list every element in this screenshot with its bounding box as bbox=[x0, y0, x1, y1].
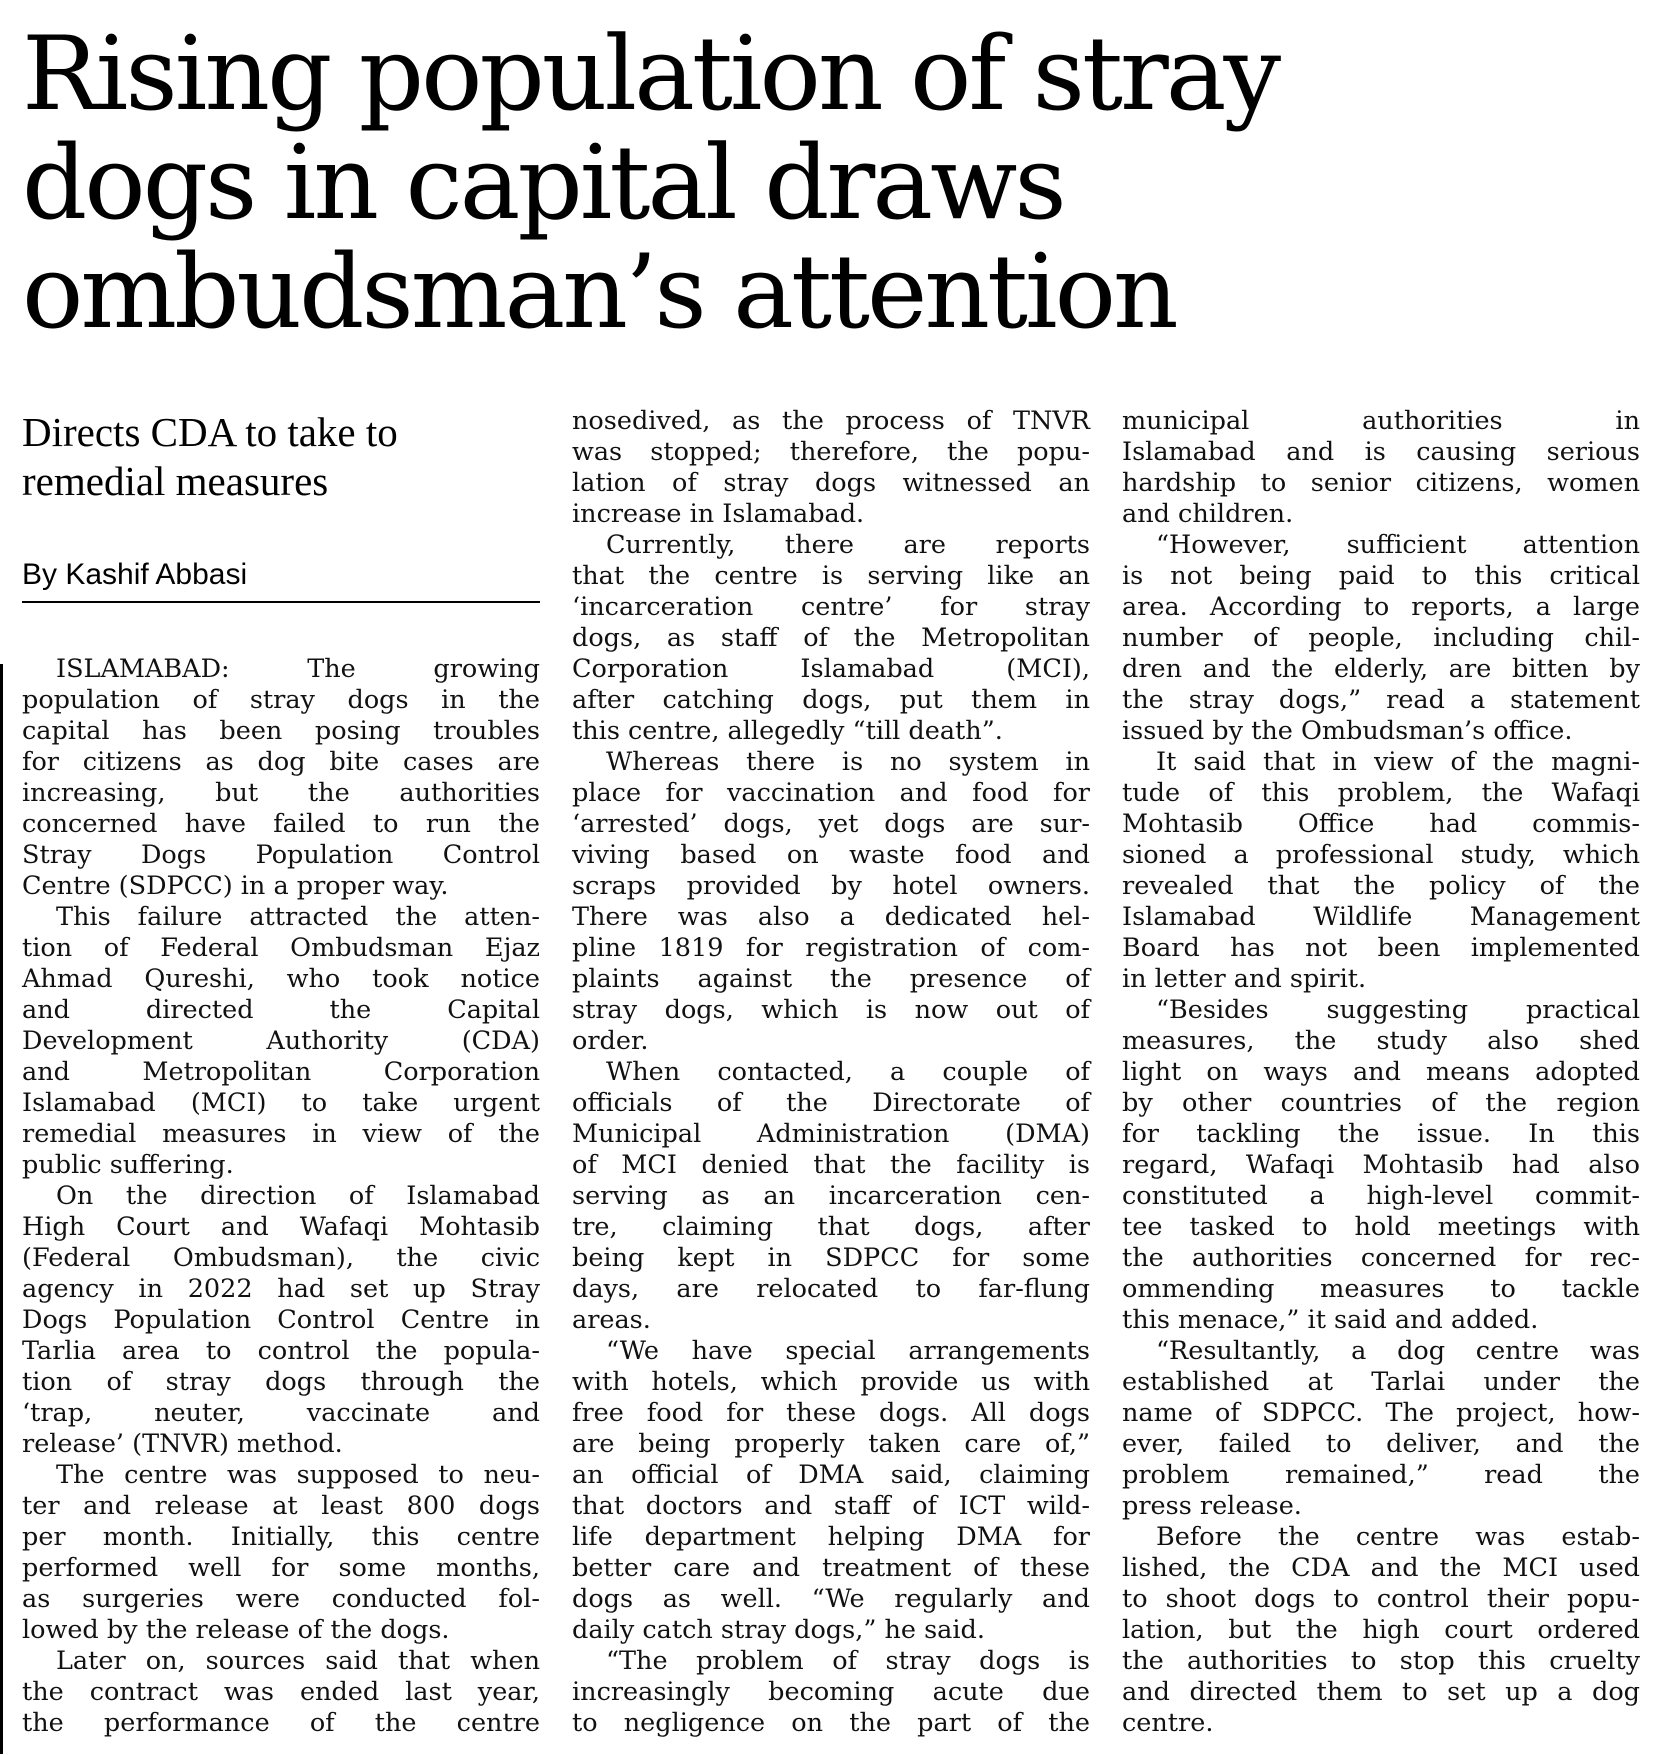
article-line: Board has not been implemented bbox=[1122, 933, 1640, 963]
headline-line: ombudsman’s attention bbox=[22, 233, 1176, 352]
article-line: tee tasked to hold meetings with bbox=[1122, 1212, 1640, 1242]
article-line: Stray Dogs Population Control bbox=[22, 840, 540, 870]
article-line: and directed them to set up a dog bbox=[1122, 1677, 1640, 1707]
article-line: the authorities concerned for rec- bbox=[1122, 1243, 1640, 1273]
article-line: High Court and Wafaqi Mohtasib bbox=[22, 1212, 540, 1242]
article-line: On the direction of Islamabad bbox=[56, 1181, 540, 1211]
article-line: Municipal Administration (DMA) bbox=[572, 1119, 1090, 1149]
article-line: revealed that the policy of the bbox=[1122, 871, 1640, 901]
article-line: Currently, there are reports bbox=[606, 530, 1090, 560]
article-line: capital has been posing troubles bbox=[22, 716, 540, 746]
article-line: with hotels, which provide us with bbox=[572, 1367, 1090, 1397]
article-line: “However, sufficient attention bbox=[1156, 530, 1640, 560]
article-line: increasing, but the authorities bbox=[22, 778, 540, 808]
headline-line: dogs in capital draws bbox=[22, 124, 1064, 243]
article-line: remedial measures in view of the bbox=[22, 1119, 540, 1149]
article-line: lation of stray dogs witnessed an bbox=[572, 468, 1090, 498]
article-line: the contract was ended last year, bbox=[22, 1677, 540, 1707]
article-line: established at Tarlai under the bbox=[1122, 1367, 1640, 1397]
article-column-1 bbox=[22, 654, 540, 1739]
article-line: was stopped; therefore, the popu- bbox=[572, 437, 1090, 467]
article-line: press release. bbox=[1122, 1491, 1302, 1521]
article-line: nosedived, as the process of TNVR bbox=[572, 406, 1090, 436]
article-line: the performance of the centre bbox=[22, 1708, 540, 1738]
article-line: in letter and spirit. bbox=[1122, 964, 1367, 994]
article-line: order. bbox=[572, 1026, 649, 1056]
article-line: daily catch stray dogs,” he said. bbox=[572, 1615, 985, 1645]
article-line: agency in 2022 had set up Stray bbox=[22, 1274, 540, 1304]
article-line: The centre was supposed to neu- bbox=[56, 1460, 540, 1490]
article-line: after catching dogs, put them in bbox=[572, 685, 1090, 715]
subheadline-line: Directs CDA to take to bbox=[22, 409, 398, 455]
article-line: municipal authorities in bbox=[1122, 406, 1640, 436]
article-line: Islamabad and is causing serious bbox=[1122, 437, 1640, 467]
article-line: performed well for some months, bbox=[22, 1553, 540, 1583]
article-line: is not being paid to this critical bbox=[1122, 561, 1640, 591]
article-line: tre, claiming that dogs, after bbox=[572, 1212, 1090, 1242]
article-line: officials of the Directorate of bbox=[572, 1088, 1090, 1118]
article-line: better care and treatment of these bbox=[572, 1553, 1090, 1583]
headline-line: Rising population of stray bbox=[22, 15, 1279, 134]
article-line: When contacted, a couple of bbox=[606, 1057, 1090, 1087]
article-line: ter and release at least 800 dogs bbox=[22, 1491, 540, 1521]
article-line: scraps provided by hotel owners. bbox=[572, 871, 1090, 901]
byline: By Kashif Abbasi bbox=[22, 558, 248, 591]
article-line: Development Authority (CDA) bbox=[22, 1026, 540, 1056]
article-line: Corporation Islamabad (MCI), bbox=[572, 654, 1090, 684]
article-line: days, are relocated to far-flung bbox=[572, 1274, 1090, 1304]
article-line: to negligence on the part of the bbox=[572, 1708, 1090, 1738]
article-line: problem remained,” read the bbox=[1122, 1460, 1640, 1490]
article-line: free food for these dogs. All dogs bbox=[572, 1398, 1090, 1428]
article-line: ommending measures to tackle bbox=[1122, 1274, 1640, 1304]
article-column-2 bbox=[572, 406, 1090, 1739]
article-line: Tarlia area to control the popula- bbox=[22, 1336, 540, 1366]
article-line: of MCI denied that the facility is bbox=[572, 1150, 1090, 1180]
article-line: this menace,” it said and added. bbox=[1122, 1305, 1539, 1335]
article-line: this centre, allegedly “till death”. bbox=[572, 716, 1003, 746]
article-line: concerned have failed to run the bbox=[22, 809, 540, 839]
article-line: areas. bbox=[572, 1305, 651, 1335]
article-line: plaints against the presence of bbox=[572, 964, 1090, 994]
article-line: serving as an incarceration cen- bbox=[572, 1181, 1090, 1211]
article-line: measures, the study also shed bbox=[1122, 1026, 1640, 1056]
subheadline bbox=[22, 408, 542, 506]
article-line: number of people, including chil- bbox=[1122, 623, 1640, 653]
article-line: increasingly becoming acute due bbox=[572, 1677, 1090, 1707]
article-line: “We have special arrangements bbox=[606, 1336, 1090, 1366]
article-line: for citizens as dog bite cases are bbox=[22, 747, 540, 777]
article-line: Before the centre was estab- bbox=[1156, 1522, 1640, 1552]
article-line: public suffering. bbox=[22, 1150, 234, 1180]
article-line: Islamabad Wildlife Management bbox=[1122, 902, 1640, 932]
article-line: tion of stray dogs through the bbox=[22, 1367, 540, 1397]
column-edge-rule bbox=[0, 664, 3, 1754]
article-line: as surgeries were conducted fol- bbox=[22, 1584, 540, 1614]
article-line: place for vaccination and food for bbox=[572, 778, 1090, 808]
article-line: “Besides suggesting practical bbox=[1156, 995, 1640, 1025]
article-line: lation, but the high court ordered bbox=[1122, 1615, 1640, 1645]
article-line: ‘trap, neuter, vaccinate and bbox=[22, 1398, 540, 1428]
article-line: by other countries of the region bbox=[1122, 1088, 1640, 1118]
article-line: hardship to senior citizens, women bbox=[1122, 468, 1640, 498]
article-line: Whereas there is no system in bbox=[606, 747, 1090, 777]
article-line: are being properly taken care of,” bbox=[572, 1429, 1090, 1459]
article-column-3 bbox=[1122, 406, 1640, 1739]
article-line: the stray dogs,” read a statement bbox=[1122, 685, 1640, 715]
article-line: that doctors and staff of ICT wild- bbox=[572, 1491, 1090, 1521]
article-line: “Resultantly, a dog centre was bbox=[1156, 1336, 1640, 1366]
article-line: ever, failed to deliver, and the bbox=[1122, 1429, 1640, 1459]
article-line: and children. bbox=[1122, 499, 1294, 529]
byline-divider bbox=[22, 601, 540, 603]
article-line: dren and the elderly, are bitten by bbox=[1122, 654, 1640, 684]
article-line: an official of DMA said, claiming bbox=[572, 1460, 1090, 1490]
article-line: pline 1819 for registration of com- bbox=[572, 933, 1090, 963]
article-line: that the centre is serving like an bbox=[572, 561, 1090, 591]
subheadline-line: remedial measures bbox=[22, 458, 329, 504]
article-line: being kept in SDPCC for some bbox=[572, 1243, 1090, 1273]
article-line: centre. bbox=[1122, 1708, 1214, 1738]
article-line: light on ways and means adopted bbox=[1122, 1057, 1640, 1087]
article-line: Islamabad (MCI) to take urgent bbox=[22, 1088, 540, 1118]
article-line: the authorities to stop this cruelty bbox=[1122, 1646, 1640, 1676]
article-line: dogs, as staff of the Metropolitan bbox=[572, 623, 1090, 653]
article-line: Ahmad Qureshi, who took notice bbox=[22, 964, 540, 994]
article-line: There was also a dedicated hel- bbox=[572, 902, 1090, 932]
article-line: lished, the CDA and the MCI used bbox=[1122, 1553, 1640, 1583]
article-line: for tackling the issue. In this bbox=[1122, 1119, 1640, 1149]
article-line: constituted a high-level commit- bbox=[1122, 1181, 1640, 1211]
article-line: per month. Initially, this centre bbox=[22, 1522, 540, 1552]
article-line: (Federal Ombudsman), the civic bbox=[22, 1243, 540, 1273]
article-line: Centre (SDPCC) in a proper way. bbox=[22, 871, 449, 901]
article-line: life department helping DMA for bbox=[572, 1522, 1090, 1552]
article-line: ‘arrested’ dogs, yet dogs are sur- bbox=[572, 809, 1090, 839]
article-line: lowed by the release of the dogs. bbox=[22, 1615, 450, 1645]
article-line: Mohtasib Office had commis- bbox=[1122, 809, 1640, 839]
article-line: Later on, sources said that when bbox=[56, 1646, 540, 1676]
article-line: ‘incarceration centre’ for stray bbox=[572, 592, 1090, 622]
article-line: release’ (TNVR) method. bbox=[22, 1429, 343, 1459]
headline bbox=[22, 15, 1642, 352]
article-line: population of stray dogs in the bbox=[22, 685, 540, 715]
article-line: area. According to reports, a large bbox=[1122, 592, 1640, 622]
article-line: issued by the Ombudsman’s office. bbox=[1122, 716, 1573, 746]
article-line: increase in Islamabad. bbox=[572, 499, 865, 529]
article-line: viving based on waste food and bbox=[572, 840, 1090, 870]
article-line: It said that in view of the magni- bbox=[1156, 747, 1640, 777]
article-line: tion of Federal Ombudsman Ejaz bbox=[22, 933, 540, 963]
article-line: and directed the Capital bbox=[22, 995, 540, 1025]
article-line: sioned a professional study, which bbox=[1122, 840, 1640, 870]
article-line: regard, Wafaqi Mohtasib had also bbox=[1122, 1150, 1640, 1180]
article-line: name of SDPCC. The project, how- bbox=[1122, 1398, 1640, 1428]
article-line: stray dogs, which is now out of bbox=[572, 995, 1090, 1025]
article-line: dogs as well. “We regularly and bbox=[572, 1584, 1090, 1614]
article-line: to shoot dogs to control their popu- bbox=[1122, 1584, 1640, 1614]
article-line: This failure attracted the atten- bbox=[56, 902, 540, 932]
article-line: “The problem of stray dogs is bbox=[606, 1646, 1090, 1676]
article-line: and Metropolitan Corporation bbox=[22, 1057, 540, 1087]
article-line: tude of this problem, the Wafaqi bbox=[1122, 778, 1640, 808]
article-line: ISLAMABAD: The growing bbox=[56, 654, 540, 684]
article-line: Dogs Population Control Centre in bbox=[22, 1305, 540, 1335]
